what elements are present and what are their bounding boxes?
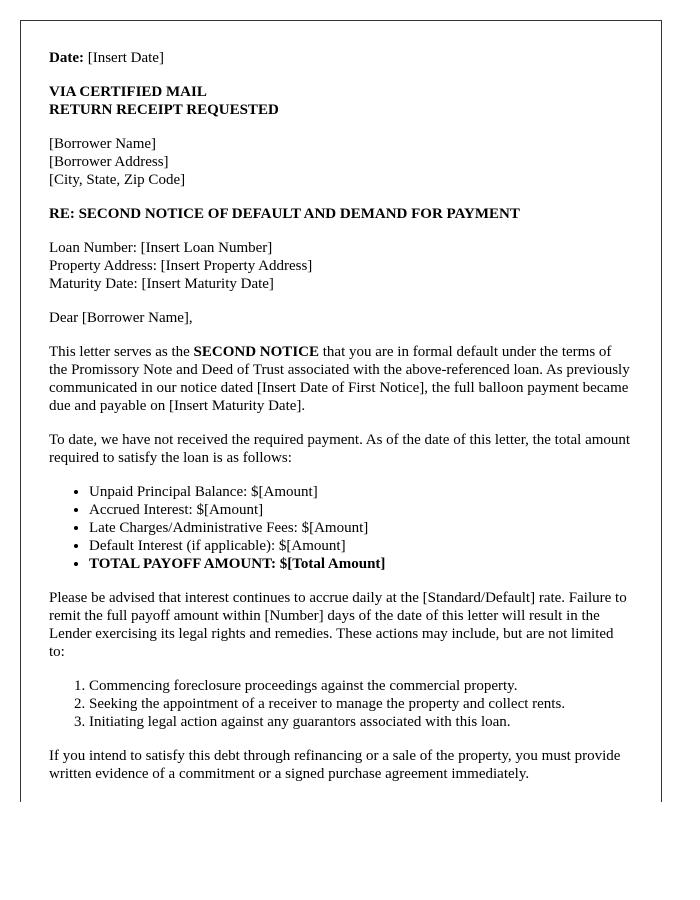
recipient-address — [49, 135, 633, 189]
delivery-method — [49, 83, 633, 119]
list-item: 3. Initiating legal action against any guarantors associated with this loan. — [89, 713, 633, 731]
letter-page — [20, 20, 662, 802]
property-address: Property Address: [Insert Property Address] — [49, 258, 313, 274]
emphasis: SECOND NOTICE — [193, 344, 319, 360]
maturity-date: Maturity Date: [Insert Maturity Date] — [49, 276, 274, 292]
list-item: • Unpaid Principal Balance: $[Amount] — [89, 483, 633, 501]
paragraph-consequences: Please be advised that interest continues to accrue daily at the [Standard/Default] rate. Failure to remit the full payoff amount within [Number] days of the date of this letter will result in the Lender exercising its legal rights and remedies. These actions may include, but are not limited to: — [49, 590, 627, 660]
recipient-name: [Borrower Name] — [49, 136, 157, 152]
amounts-list — [49, 483, 633, 573]
subject-line — [49, 205, 633, 223]
text: This letter serves as the — [49, 344, 194, 360]
total-text: TOTAL PAYOFF AMOUNT: $[Total Amount] — [89, 556, 386, 572]
date-line — [49, 49, 633, 67]
list-item: 2. Seeking the appointment of a receiver to manage the property and collect rents. — [89, 695, 633, 713]
actions-list — [49, 677, 633, 731]
date-label: Date: — [49, 50, 84, 66]
paragraph-refinancing: If you intend to satisfy this debt through refinancing or a sale of the property, you must provide written evidence of a commitment or a signed purchase agreement immediately. — [49, 748, 621, 782]
paragraph-notice — [49, 343, 633, 415]
date-value: [Insert Date] — [87, 50, 164, 66]
list-item: 1. Commencing foreclosure proceedings against the commercial property. — [89, 677, 633, 695]
list-item: • Late Charges/Administrative Fees: $[Amount] — [89, 519, 633, 537]
subject-text: RE: SECOND NOTICE OF DEFAULT AND DEMAND FOR PAYMENT — [49, 206, 520, 222]
list-item: • Default Interest (if applicable): $[Amount] — [89, 537, 633, 555]
list-item: • Accrued Interest: $[Amount] — [89, 501, 633, 519]
recipient-city: [City, State, Zip Code] — [49, 172, 186, 188]
delivery-line: VIA CERTIFIED MAIL — [49, 84, 207, 100]
loan-info — [49, 239, 633, 293]
loan-number: Loan Number: [Insert Loan Number] — [49, 240, 273, 256]
paragraph-amount-intro: To date, we have not received the required payment. As of the date of this letter, the total amount required to satisfy the loan is as follows: — [49, 432, 631, 466]
salutation: Dear [Borrower Name], — [49, 310, 193, 326]
delivery-line: RETURN RECEIPT REQUESTED — [49, 102, 279, 118]
total-payoff-item — [89, 555, 633, 573]
text: that you are in formal default under the terms of the Promissory Note and Deed of Trust associated with the above-referenced loan. As previously communicated in our notice dated [Insert Date of First Notice], the full balloon payment became due and payable on [Insert Maturity Date]. — [49, 344, 630, 414]
recipient-street: [Borrower Address] — [49, 154, 169, 170]
